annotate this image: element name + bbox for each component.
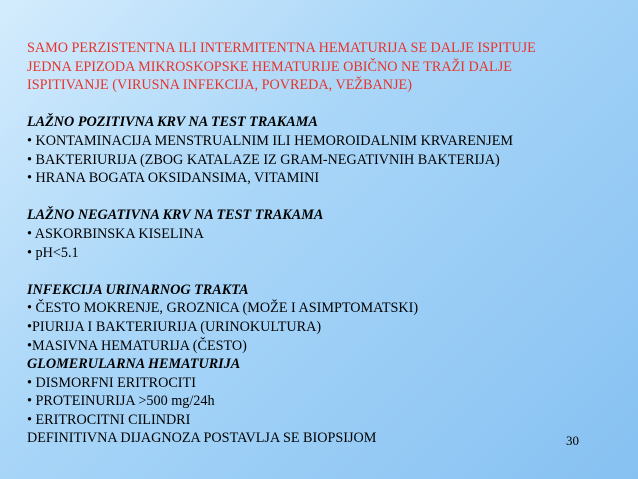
uti-item: •MASIVNA HEMATURIJA (ČESTO) <box>27 337 247 354</box>
false-positive-item: • KONTAMINACIJA MENSTRUALNIM ILI HEMOROIDALNIM KRVARENJEM <box>27 132 513 149</box>
false-negative-item: • pH<5.1 <box>27 244 79 261</box>
glomerular-item: • PROTEINURIJA >500 mg/24h <box>27 393 215 410</box>
glomerular-conclusion: DEFINITIVNA DIJAGNOZA POSTAVLJA SE BIOPSIJOM <box>27 430 377 447</box>
uti-item: • ČESTO MOKRENJE, GROZNICA (MOŽE I ASIMPTOMATSKI) <box>27 300 419 317</box>
slide-content <box>27 39 627 448</box>
spacer <box>27 262 627 281</box>
page-number: 30 <box>566 433 579 448</box>
glomerular-heading: GLOMERULARNA HEMATURIJA <box>27 356 241 373</box>
glomerular-item: • ERITROCITNI CILINDRI <box>27 411 191 428</box>
intro-line: ISPITIVANJE (VIRUSNA INFEKCIJA, POVREDA, VEŽBANJE) <box>27 77 412 94</box>
false-negative-item: • ASKORBINSKA KISELINA <box>27 225 204 242</box>
uti-item: •PIURIJA I BAKTERIURIJA (URINOKULTURA) <box>27 318 322 335</box>
false-positive-item: • HRANA BOGATA OKSIDANSIMA, VITAMINI <box>27 170 320 187</box>
glomerular-item: • DISMORFNI ERITROCITI <box>27 374 196 391</box>
false-negative-heading: LAŽNO NEGATIVNA KRV NA TEST TRAKAMA <box>27 207 324 224</box>
false-positive-item: • BAKTERIURIJA (ZBOG KATALAZE IZ GRAM-NEGATIVNIH BAKTERIJA) <box>27 151 500 168</box>
spacer <box>27 188 627 207</box>
intro-line: SAMO PERZISTENTNA ILI INTERMITENTNA HEMATURIJA SE DALJE ISPITUJE <box>27 40 536 56</box>
false-positive-heading: LAŽNO POZITIVNA KRV NA TEST TRAKAMA <box>27 114 318 131</box>
intro-line: JEDNA EPIZODA MIKROSKOPSKE HEMATURIJE OBIČNO NE TRAŽI DALJE <box>27 58 512 75</box>
uti-heading: INFEKCIJA URINARNOG TRAKTA <box>27 281 249 298</box>
spacer <box>27 95 627 114</box>
